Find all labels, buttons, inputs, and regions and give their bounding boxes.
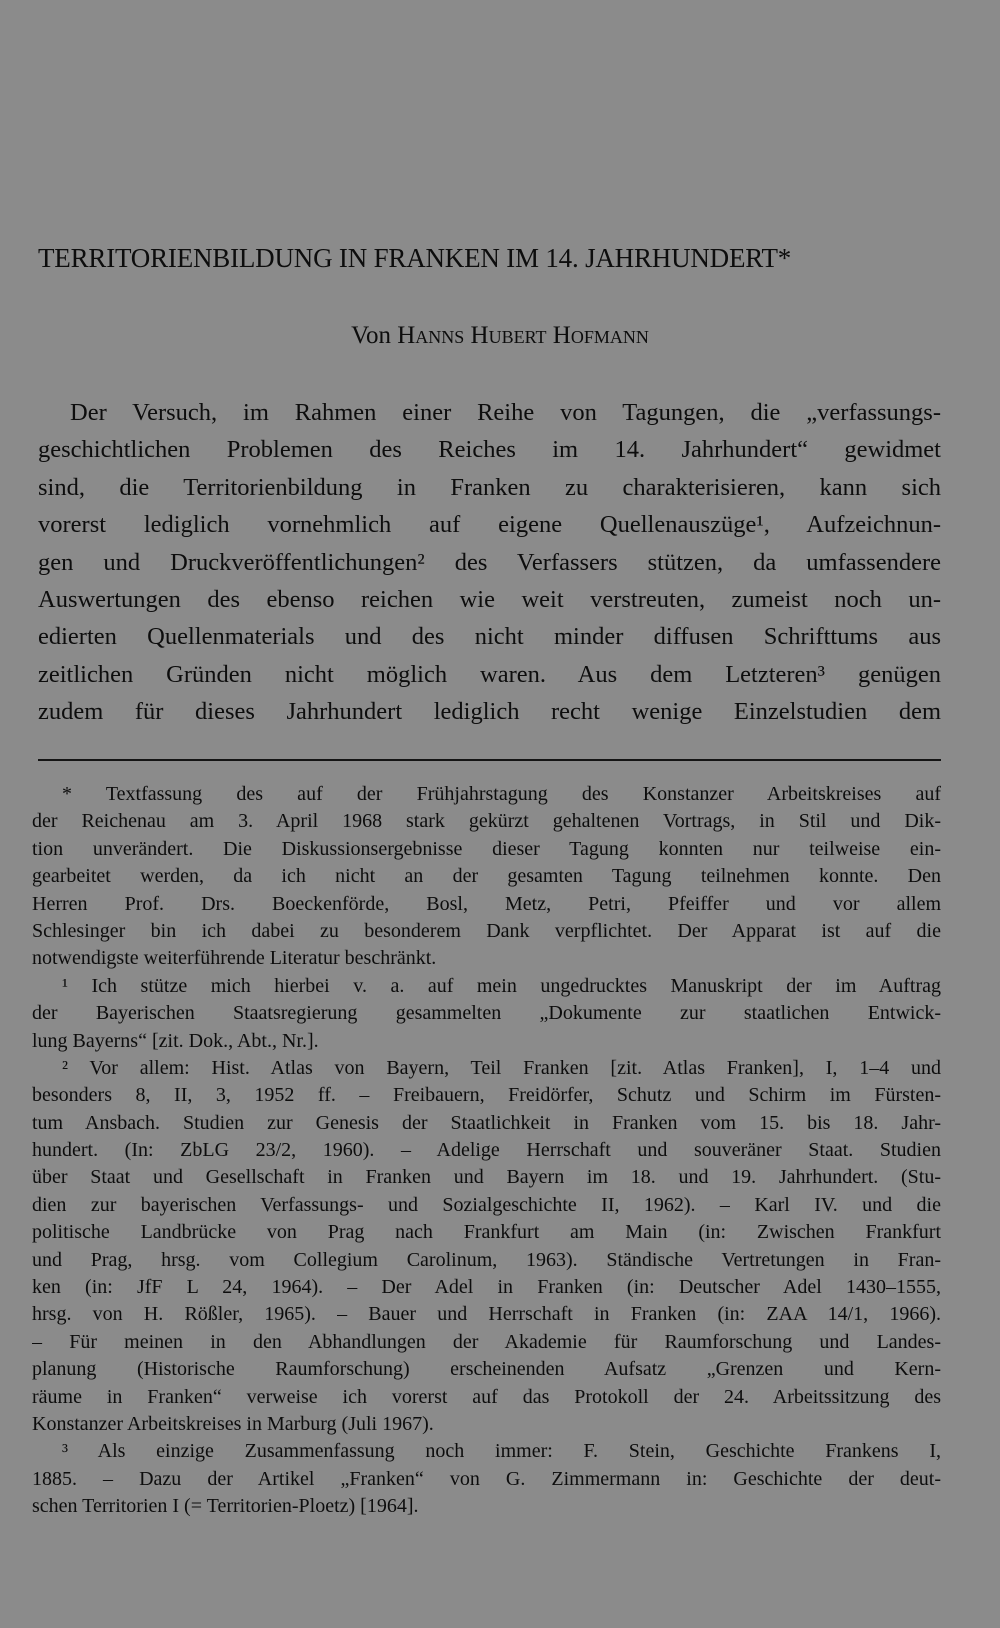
body-line: Der Versuch, im Rahmen einer Reihe von Tagungen, die „verfassungs- — [70, 399, 941, 426]
article-title: TERRITORIENBILDUNG IN FRANKEN IM 14. JAHRHUNDERT* — [38, 243, 792, 273]
footnote-line: räume in Franken“ verweise ich vorerst auf das Protokoll der 24. Arbeitssitzung des — [32, 1385, 941, 1408]
footnote-line: ³ Als einzige Zusammenfassung noch immer: F. Stein, Geschichte Frankens I, — [62, 1440, 941, 1463]
footnote-line: notwendigste weiterführende Literatur beschränkt. — [32, 947, 437, 970]
body-line: edierten Quellenmaterials und des nicht minder diffusen Schrifttums aus — [38, 623, 941, 651]
footnote-line: gearbeitet werden, da ich nicht an der gesamten Tagung teilnehmen konnte. Den — [32, 865, 941, 888]
body-line: vorerst lediglich vornehmlich auf eigene Quellenauszüge¹, Aufzeichnun- — [38, 511, 941, 539]
footnote-line: Herren Prof. Drs. Boeckenförde, Bosl, Metz, Petri, Pfeiffer und vor allem — [32, 892, 941, 915]
author-name: Hanns Hubert Hofmann — [397, 322, 649, 349]
footnote-line: tion unverändert. Die Diskussionsergebnisse dieser Tagung konnten nur teilweise ein- — [32, 837, 941, 860]
footnote-line: hrsg. von H. Rößler, 1965). – Bauer und Herrschaft in Franken (in: ZAA 14/1, 1966). — [32, 1303, 941, 1326]
footnote-line: Schlesinger bin ich dabei zu besonderem Dank verpflichtet. Der Apparat ist auf die — [32, 919, 941, 942]
author-line — [0, 322, 1000, 350]
footnote-line: lung Bayerns“ [zit. Dok., Abt., Nr.]. — [32, 1029, 319, 1052]
author-prefix: Von — [351, 322, 391, 349]
footnote-line: besonders 8, II, 3, 1952 ff. – Freibauern, Freidörfer, Schutz und Schirm im Fürsten- — [32, 1084, 941, 1107]
body-line: geschichtlichen Problemen des Reiches im 14. Jahrhundert“ gewidmet — [38, 436, 941, 464]
footnote-line: ¹ Ich stütze mich hierbei v. a. auf mein ungedrucktes Manuskript der im Auftrag — [62, 974, 941, 997]
footnote-line: – Für meinen in den Abhandlungen der Akademie für Raumforschung und Landes- — [32, 1330, 941, 1353]
body-line: Auswertungen des ebenso reichen wie weit verstreuten, zumeist noch un- — [38, 585, 941, 613]
footnote-line: schen Territorien I (= Territorien-Ploetz) [1964]. — [32, 1495, 419, 1518]
footnote-line: ² Vor allem: Hist. Atlas von Bayern, Teil Franken [zit. Atlas Franken], I, 1–4 und — [62, 1056, 941, 1079]
body-line: zeitlichen Gründen nicht möglich waren. Aus dem Letzteren³ genügen — [38, 660, 941, 688]
footnote-line: planung (Historische Raumforschung) erscheinenden Aufsatz „Grenzen und Kern- — [32, 1358, 941, 1381]
footnote-line: über Staat und Gesellschaft in Franken und Bayern im 18. und 19. Jahrhundert. (Stu- — [32, 1166, 941, 1189]
footnote-line: Konstanzer Arbeitskreises in Marburg (Juli 1967). — [32, 1412, 434, 1435]
footnote-line: der Reichenau am 3. April 1968 stark gekürzt gehaltenen Vortrags, in Stil und Dik- — [32, 810, 941, 833]
body-line: zudem für dieses Jahrhundert lediglich recht wenige Einzelstudien dem — [38, 698, 941, 726]
footnote-line: dien zur bayerischen Verfassungs- und Sozialgeschichte II, 1962). – Karl IV. und die — [32, 1193, 941, 1216]
body-line: sind, die Territorienbildung in Franken zu charakterisieren, kann sich — [38, 473, 941, 501]
footnote-line: ken (in: JfF L 24, 1964). – Der Adel in Franken (in: Deutscher Adel 1430–1555, — [32, 1276, 941, 1299]
footnote-line: tum Ansbach. Studien zur Genesis der Staatlichkeit in Franken vom 15. bis 18. Jahr- — [32, 1111, 941, 1134]
footnote-line: politische Landbrücke von Prag nach Frankfurt am Main (in: Zwischen Frankfurt — [32, 1221, 941, 1244]
body-paragraph — [38, 394, 941, 731]
footnote-line: * Textfassung des auf der Frühjahrstagung des Konstanzer Arbeitskreises auf — [62, 783, 941, 805]
footnote-line: der Bayerischen Staatsregierung gesammelten „Dokumente zur staatlichen Entwick- — [32, 1002, 941, 1025]
footnote-line: hundert. (In: ZbLG 23/2, 1960). – Adelige Herrschaft und souveräner Staat. Studien — [32, 1139, 941, 1162]
footnotes — [32, 781, 941, 1521]
footnote-divider — [38, 759, 941, 761]
footnote-line: 1885. – Dazu der Artikel „Franken“ von G. Zimmermann in: Geschichte der deut- — [32, 1467, 941, 1490]
footnote-line: und Prag, hrsg. vom Collegium Carolinum, 1963). Ständische Vertretungen in Fran- — [32, 1248, 941, 1271]
body-line: gen und Druckveröffentlichungen² des Verfassers stützen, da umfassendere — [38, 548, 941, 576]
